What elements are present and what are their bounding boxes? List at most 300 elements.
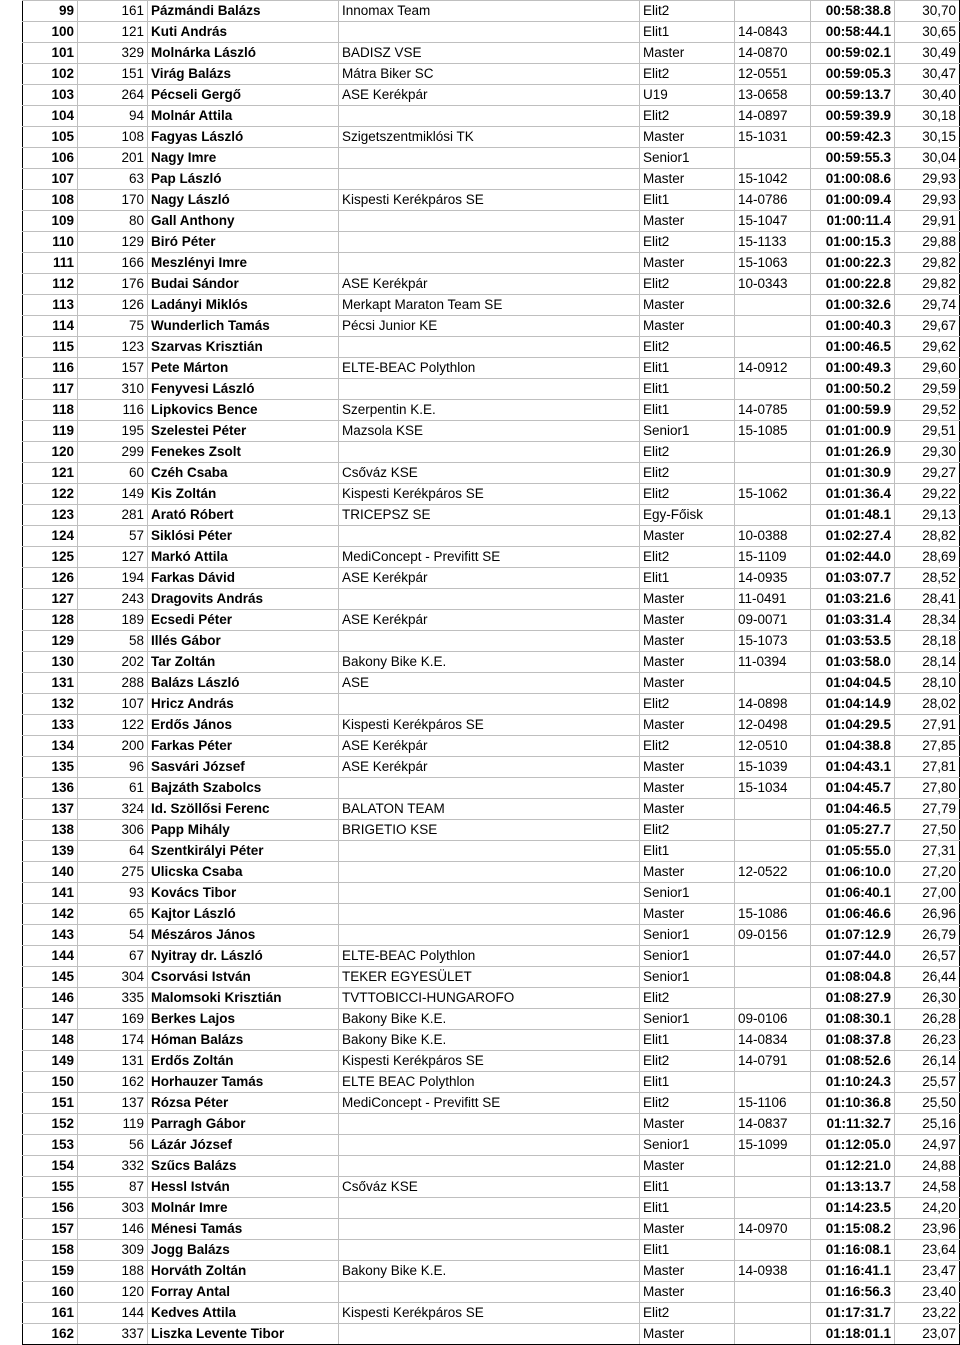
club-cell: [339, 904, 640, 925]
club-cell: [339, 232, 640, 253]
club-cell: Szerpentin K.E.: [339, 400, 640, 421]
bib-cell: 65: [78, 904, 148, 925]
bib-cell: 56: [78, 1135, 148, 1156]
bib-cell: 151: [78, 64, 148, 85]
club-cell: [339, 778, 640, 799]
speed-cell: 29,82: [895, 274, 960, 295]
place-cell: 127: [23, 589, 78, 610]
club-cell: [339, 841, 640, 862]
place-cell: 102: [23, 64, 78, 85]
name-cell: Lázár József: [148, 1135, 339, 1156]
table-row: [23, 379, 960, 400]
time-cell: 00:59:02.1: [811, 43, 895, 64]
club-cell: [339, 526, 640, 547]
time-cell: 01:02:44.0: [811, 547, 895, 568]
time-cell: 01:14:23.5: [811, 1198, 895, 1219]
category-cell: Elit2: [640, 484, 735, 505]
club-cell: [339, 925, 640, 946]
category-cell: Elit1: [640, 22, 735, 43]
license-cell: 15-1063: [735, 253, 811, 274]
license-cell: [735, 1303, 811, 1324]
bib-cell: 335: [78, 988, 148, 1009]
speed-cell: 26,23: [895, 1030, 960, 1051]
bib-cell: 96: [78, 757, 148, 778]
table-row: [23, 1051, 960, 1072]
name-cell: Szentkirályi Péter: [148, 841, 339, 862]
table-row: [23, 64, 960, 85]
category-cell: U19: [640, 85, 735, 106]
name-cell: Id. Szöllősi Ferenc: [148, 799, 339, 820]
name-cell: Molnár Imre: [148, 1198, 339, 1219]
place-cell: 129: [23, 631, 78, 652]
bib-cell: 54: [78, 925, 148, 946]
table-row: [23, 148, 960, 169]
license-cell: 09-0071: [735, 610, 811, 631]
club-cell: TVTTOBICCI-HUNGAROFO: [339, 988, 640, 1009]
time-cell: 01:04:04.5: [811, 673, 895, 694]
license-cell: 12-0551: [735, 64, 811, 85]
table-row: [23, 946, 960, 967]
table-row: [23, 1261, 960, 1282]
table-row: [23, 1324, 960, 1345]
time-cell: 01:08:04.8: [811, 967, 895, 988]
category-cell: Master: [640, 253, 735, 274]
table-row: [23, 778, 960, 799]
time-cell: 01:08:27.9: [811, 988, 895, 1009]
category-cell: Elit2: [640, 988, 735, 1009]
name-cell: Fenekes Zsolt: [148, 442, 339, 463]
category-cell: Elit2: [640, 820, 735, 841]
club-cell: ASE Kerékpár: [339, 85, 640, 106]
license-cell: 09-0106: [735, 1009, 811, 1030]
bib-cell: 310: [78, 379, 148, 400]
license-cell: 14-0834: [735, 1030, 811, 1051]
name-cell: Balázs László: [148, 673, 339, 694]
speed-cell: 29,52: [895, 400, 960, 421]
name-cell: Budai Sándor: [148, 274, 339, 295]
license-cell: 13-0658: [735, 85, 811, 106]
category-cell: Master: [640, 526, 735, 547]
table-row: [23, 484, 960, 505]
bib-cell: 324: [78, 799, 148, 820]
place-cell: 145: [23, 967, 78, 988]
place-cell: 153: [23, 1135, 78, 1156]
speed-cell: 29,91: [895, 211, 960, 232]
place-cell: 111: [23, 253, 78, 274]
speed-cell: 30,49: [895, 43, 960, 64]
category-cell: Master: [640, 127, 735, 148]
name-cell: Horhauzer Tamás: [148, 1072, 339, 1093]
name-cell: Parragh Gábor: [148, 1114, 339, 1135]
club-cell: Innomax Team: [339, 1, 640, 22]
bib-cell: 116: [78, 400, 148, 421]
speed-cell: 27,50: [895, 820, 960, 841]
time-cell: 01:13:13.7: [811, 1177, 895, 1198]
speed-cell: 28,41: [895, 589, 960, 610]
club-cell: TRICEPSZ SE: [339, 505, 640, 526]
table-row: [23, 1, 960, 22]
speed-cell: 27,91: [895, 715, 960, 736]
speed-cell: 25,50: [895, 1093, 960, 1114]
name-cell: Hricz András: [148, 694, 339, 715]
place-cell: 118: [23, 400, 78, 421]
club-cell: Mazsola KSE: [339, 421, 640, 442]
place-cell: 125: [23, 547, 78, 568]
speed-cell: 30,65: [895, 22, 960, 43]
license-cell: [735, 673, 811, 694]
place-cell: 123: [23, 505, 78, 526]
category-cell: Elit1: [640, 379, 735, 400]
name-cell: Nyitray dr. László: [148, 946, 339, 967]
name-cell: Arató Róbert: [148, 505, 339, 526]
name-cell: Wunderlich Tamás: [148, 316, 339, 337]
table-row: [23, 253, 960, 274]
name-cell: Lipkovics Bence: [148, 400, 339, 421]
bib-cell: 57: [78, 526, 148, 547]
name-cell: Erdős János: [148, 715, 339, 736]
table-row: [23, 274, 960, 295]
category-cell: Elit2: [640, 463, 735, 484]
category-cell: Elit1: [640, 190, 735, 211]
license-cell: 15-1047: [735, 211, 811, 232]
place-cell: 161: [23, 1303, 78, 1324]
category-cell: Master: [640, 211, 735, 232]
club-cell: BRIGETIO KSE: [339, 820, 640, 841]
bib-cell: 281: [78, 505, 148, 526]
time-cell: 01:04:43.1: [811, 757, 895, 778]
club-cell: [339, 631, 640, 652]
category-cell: Elit1: [640, 1198, 735, 1219]
time-cell: 01:01:30.9: [811, 463, 895, 484]
club-cell: Kispesti Kerékpáros SE: [339, 1051, 640, 1072]
table-row: [23, 925, 960, 946]
time-cell: 01:07:12.9: [811, 925, 895, 946]
table-row: [23, 127, 960, 148]
place-cell: 132: [23, 694, 78, 715]
license-cell: 10-0343: [735, 274, 811, 295]
time-cell: 01:04:45.7: [811, 778, 895, 799]
speed-cell: 30,40: [895, 85, 960, 106]
place-cell: 141: [23, 883, 78, 904]
name-cell: Pécseli Gergő: [148, 85, 339, 106]
license-cell: 15-1073: [735, 631, 811, 652]
bib-cell: 123: [78, 337, 148, 358]
bib-cell: 275: [78, 862, 148, 883]
speed-cell: 29,13: [895, 505, 960, 526]
category-cell: Elit2: [640, 1, 735, 22]
club-cell: [339, 1135, 640, 1156]
license-cell: 14-0970: [735, 1219, 811, 1240]
bib-cell: 93: [78, 883, 148, 904]
table-row: [23, 883, 960, 904]
place-cell: 128: [23, 610, 78, 631]
speed-cell: 26,79: [895, 925, 960, 946]
table-row: [23, 442, 960, 463]
club-cell: Pécsi Junior KE: [339, 316, 640, 337]
license-cell: 15-1099: [735, 1135, 811, 1156]
table-row: [23, 106, 960, 127]
time-cell: 01:08:30.1: [811, 1009, 895, 1030]
table-row: [23, 85, 960, 106]
category-cell: Master: [640, 1261, 735, 1282]
place-cell: 112: [23, 274, 78, 295]
club-cell: Szigetszentmiklósi TK: [339, 127, 640, 148]
time-cell: 01:05:27.7: [811, 820, 895, 841]
category-cell: Senior1: [640, 883, 735, 904]
name-cell: Fenyvesi László: [148, 379, 339, 400]
category-cell: Master: [640, 1156, 735, 1177]
time-cell: 01:11:32.7: [811, 1114, 895, 1135]
table-row: [23, 568, 960, 589]
license-cell: 10-0388: [735, 526, 811, 547]
speed-cell: 30,18: [895, 106, 960, 127]
license-cell: [735, 1198, 811, 1219]
club-cell: TEKER EGYESÜLET: [339, 967, 640, 988]
license-cell: [735, 1072, 811, 1093]
license-cell: [735, 1156, 811, 1177]
club-cell: [339, 442, 640, 463]
speed-cell: 23,64: [895, 1240, 960, 1261]
speed-cell: 26,28: [895, 1009, 960, 1030]
bib-cell: 127: [78, 547, 148, 568]
category-cell: Senior1: [640, 967, 735, 988]
table-row: [23, 316, 960, 337]
name-cell: Nagy László: [148, 190, 339, 211]
license-cell: [735, 1240, 811, 1261]
club-cell: ASE Kerékpár: [339, 757, 640, 778]
category-cell: Master: [640, 652, 735, 673]
place-cell: 137: [23, 799, 78, 820]
time-cell: 01:03:07.7: [811, 568, 895, 589]
license-cell: 15-1039: [735, 757, 811, 778]
table-row: [23, 862, 960, 883]
bib-cell: 119: [78, 1114, 148, 1135]
place-cell: 142: [23, 904, 78, 925]
license-cell: 15-1062: [735, 484, 811, 505]
license-cell: [735, 505, 811, 526]
time-cell: 01:06:10.0: [811, 862, 895, 883]
license-cell: 14-0843: [735, 22, 811, 43]
club-cell: [339, 589, 640, 610]
speed-cell: 27,81: [895, 757, 960, 778]
table-row: [23, 337, 960, 358]
license-cell: 15-1034: [735, 778, 811, 799]
time-cell: 01:04:29.5: [811, 715, 895, 736]
bib-cell: 303: [78, 1198, 148, 1219]
license-cell: [735, 799, 811, 820]
club-cell: ELTE-BEAC Polythlon: [339, 946, 640, 967]
club-cell: [339, 337, 640, 358]
category-cell: Master: [640, 1219, 735, 1240]
bib-cell: 332: [78, 1156, 148, 1177]
speed-cell: 28,34: [895, 610, 960, 631]
time-cell: 01:01:36.4: [811, 484, 895, 505]
bib-cell: 146: [78, 1219, 148, 1240]
speed-cell: 27,31: [895, 841, 960, 862]
table-row: [23, 547, 960, 568]
category-cell: Master: [640, 43, 735, 64]
license-cell: [735, 148, 811, 169]
name-cell: Jogg Balázs: [148, 1240, 339, 1261]
name-cell: Kuti András: [148, 22, 339, 43]
license-cell: 14-0786: [735, 190, 811, 211]
table-row: [23, 967, 960, 988]
time-cell: 01:01:00.9: [811, 421, 895, 442]
club-cell: [339, 1198, 640, 1219]
name-cell: Ménesi Tamás: [148, 1219, 339, 1240]
club-cell: ELTE-BEAC Polythlon: [339, 358, 640, 379]
club-cell: [339, 22, 640, 43]
club-cell: ELTE BEAC Polythlon: [339, 1072, 640, 1093]
place-cell: 107: [23, 169, 78, 190]
place-cell: 113: [23, 295, 78, 316]
place-cell: 138: [23, 820, 78, 841]
category-cell: Elit2: [640, 1093, 735, 1114]
table-row: [23, 295, 960, 316]
table-row: [23, 589, 960, 610]
speed-cell: 26,30: [895, 988, 960, 1009]
time-cell: 01:16:41.1: [811, 1261, 895, 1282]
speed-cell: 29,62: [895, 337, 960, 358]
category-cell: Master: [640, 715, 735, 736]
speed-cell: 28,82: [895, 526, 960, 547]
table-row: [23, 673, 960, 694]
category-cell: Elit2: [640, 337, 735, 358]
license-cell: 14-0912: [735, 358, 811, 379]
license-cell: [735, 379, 811, 400]
bib-cell: 157: [78, 358, 148, 379]
speed-cell: 27,00: [895, 883, 960, 904]
name-cell: Malomsoki Krisztián: [148, 988, 339, 1009]
time-cell: 01:00:50.2: [811, 379, 895, 400]
speed-cell: 28,18: [895, 631, 960, 652]
speed-cell: 23,22: [895, 1303, 960, 1324]
license-cell: 15-1109: [735, 547, 811, 568]
speed-cell: 29,74: [895, 295, 960, 316]
table-row: [23, 988, 960, 1009]
bib-cell: 174: [78, 1030, 148, 1051]
category-cell: Egy-Főisk: [640, 505, 735, 526]
speed-cell: 27,85: [895, 736, 960, 757]
place-cell: 114: [23, 316, 78, 337]
place-cell: 150: [23, 1072, 78, 1093]
place-cell: 149: [23, 1051, 78, 1072]
place-cell: 108: [23, 190, 78, 211]
place-cell: 155: [23, 1177, 78, 1198]
license-cell: [735, 1, 811, 22]
category-cell: Elit2: [640, 1051, 735, 1072]
category-cell: Master: [640, 1114, 735, 1135]
name-cell: Farkas Dávid: [148, 568, 339, 589]
time-cell: 01:10:24.3: [811, 1072, 895, 1093]
place-cell: 121: [23, 463, 78, 484]
license-cell: [735, 316, 811, 337]
category-cell: Elit1: [640, 1240, 735, 1261]
speed-cell: 30,15: [895, 127, 960, 148]
place-cell: 146: [23, 988, 78, 1009]
time-cell: 01:00:46.5: [811, 337, 895, 358]
name-cell: Hessl István: [148, 1177, 339, 1198]
bib-cell: 189: [78, 610, 148, 631]
bib-cell: 108: [78, 127, 148, 148]
license-cell: [735, 820, 811, 841]
place-cell: 124: [23, 526, 78, 547]
bib-cell: 166: [78, 253, 148, 274]
time-cell: 01:02:27.4: [811, 526, 895, 547]
table-row: [23, 232, 960, 253]
time-cell: 01:08:52.6: [811, 1051, 895, 1072]
name-cell: Erdős Zoltán: [148, 1051, 339, 1072]
license-cell: 15-1031: [735, 127, 811, 148]
time-cell: 00:59:42.3: [811, 127, 895, 148]
bib-cell: 122: [78, 715, 148, 736]
table-row: [23, 169, 960, 190]
name-cell: Pap László: [148, 169, 339, 190]
bib-cell: 63: [78, 169, 148, 190]
bib-cell: 161: [78, 1, 148, 22]
speed-cell: 28,02: [895, 694, 960, 715]
table-row: [23, 1177, 960, 1198]
place-cell: 100: [23, 22, 78, 43]
speed-cell: 26,14: [895, 1051, 960, 1072]
speed-cell: 23,96: [895, 1219, 960, 1240]
club-cell: ASE Kerékpár: [339, 274, 640, 295]
category-cell: Master: [640, 904, 735, 925]
time-cell: 01:01:26.9: [811, 442, 895, 463]
place-cell: 99: [23, 1, 78, 22]
name-cell: Nagy Imre: [148, 148, 339, 169]
speed-cell: 28,52: [895, 568, 960, 589]
category-cell: Senior1: [640, 421, 735, 442]
category-cell: Senior1: [640, 1135, 735, 1156]
speed-cell: 23,47: [895, 1261, 960, 1282]
category-cell: Senior1: [640, 148, 735, 169]
category-cell: Elit2: [640, 1303, 735, 1324]
time-cell: 01:05:55.0: [811, 841, 895, 862]
speed-cell: 23,07: [895, 1324, 960, 1345]
speed-cell: 26,96: [895, 904, 960, 925]
bib-cell: 194: [78, 568, 148, 589]
place-cell: 133: [23, 715, 78, 736]
place-cell: 135: [23, 757, 78, 778]
place-cell: 156: [23, 1198, 78, 1219]
license-cell: 14-0837: [735, 1114, 811, 1135]
table-row: [23, 22, 960, 43]
bib-cell: 121: [78, 22, 148, 43]
category-cell: Master: [640, 589, 735, 610]
category-cell: Master: [640, 799, 735, 820]
time-cell: 01:17:31.7: [811, 1303, 895, 1324]
category-cell: Elit2: [640, 232, 735, 253]
license-cell: 09-0156: [735, 925, 811, 946]
place-cell: 109: [23, 211, 78, 232]
bib-cell: 149: [78, 484, 148, 505]
category-cell: Elit2: [640, 64, 735, 85]
speed-cell: 28,10: [895, 673, 960, 694]
name-cell: Liszka Levente Tibor: [148, 1324, 339, 1345]
club-cell: BADISZ VSE: [339, 43, 640, 64]
place-cell: 116: [23, 358, 78, 379]
name-cell: Hóman Balázs: [148, 1030, 339, 1051]
license-cell: [735, 442, 811, 463]
table-row: [23, 358, 960, 379]
license-cell: 15-1085: [735, 421, 811, 442]
club-cell: Csőváz KSE: [339, 1177, 640, 1198]
bib-cell: 243: [78, 589, 148, 610]
license-cell: 14-0898: [735, 694, 811, 715]
speed-cell: 29,67: [895, 316, 960, 337]
name-cell: Kis Zoltán: [148, 484, 339, 505]
